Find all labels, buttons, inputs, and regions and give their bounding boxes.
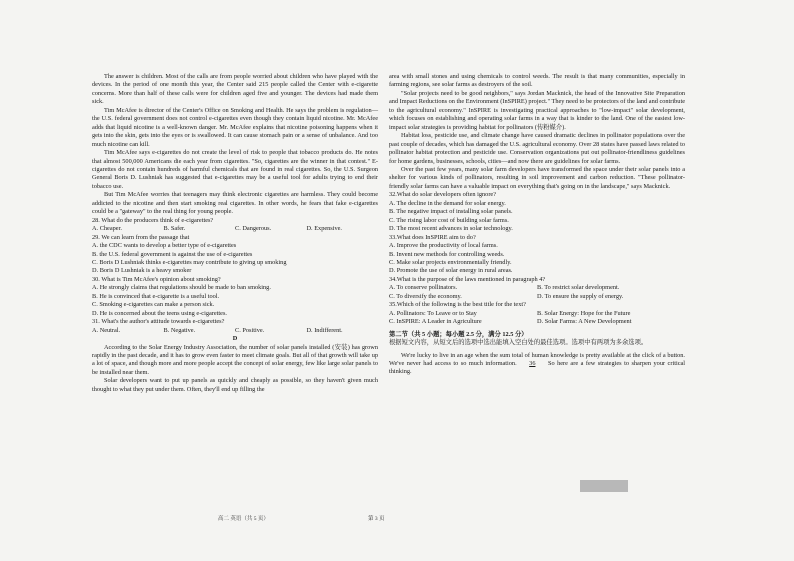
option: A. Pollinators: To Leave or to Stay [389, 309, 477, 317]
option: B. Invent new methods for controlling weeds. [389, 250, 505, 258]
option: C. Positive. [235, 326, 265, 334]
paragraph [389, 352, 685, 377]
paragraph: "Solar projects need to be good neighbors," says Jordan Macknick, the head of the Innovative Site Preparation and Impact Reductions on the Environment (InSPIRE) project." They need to be protectors of the land and contribute to the agricultural economy." InSPIRE is investigating practical approaches to "low-impact" solar development, which focuses on establishing and operating solar farms in a way that is kinder to the land. One of the easiest low-impact solar strategies is providing habitat for pollinators (传粉媒介). [389, 89, 685, 131]
option: D. To ensure the supply of energy. [537, 292, 624, 300]
option: C. To diversify the economy. [389, 292, 462, 300]
question-28-options [92, 225, 378, 233]
option: B. Negative. [163, 326, 196, 334]
question-34: 34.What is the purpose of the laws mentioned in paragraph 4? [389, 275, 546, 283]
option: B. To restrict solar development. [537, 284, 620, 292]
option: B. Solar Energy: Hope for the Future [537, 309, 631, 317]
right-column [389, 73, 685, 377]
redaction-box [580, 480, 628, 492]
option: C. Smoking e-cigarettes can make a person sick. [92, 301, 215, 309]
paragraph: According to the Solar Energy Industry Association, the number of solar panels installed (安装) has grown rapidly in the past decade, and it has to grow even faster to meet climate goals. But all of that growth will take up a lot of space, and though more and more people accept the concept of solar energy, few like large solar panels to be installed near them. [92, 343, 378, 376]
left-column [92, 73, 378, 394]
paragraph: But Tim McAfee worries that teenagers may think electronic cigarettes are harmless. They could become addicted to the nicotine and then start smoking real cigarettes. In other words, he fears that fake e-cigarettes could be a "gateway" to the real thing for young people. [92, 191, 378, 216]
option: C. Dangerous. [235, 225, 272, 233]
question-29: 29. We can learn from the passage that [92, 233, 190, 241]
question-35-options-row [389, 310, 685, 318]
option: D. He is concerned about the teens using e-cigarettes. [92, 309, 227, 317]
paragraph: The answer is children. Most of the calls are from people worried about children who have played with the devices. In the period of one month this year, the Center said 215 people called the Center with e-cigarette concerns. More than half of these calls were for children aged five and younger. The devices had made them sick. [92, 73, 378, 106]
footer-left: 高二 英语（共 5 页） [218, 516, 269, 522]
option: D. Boris D Lushniak is a heavy smoker [92, 267, 192, 275]
question-34-options-row [389, 284, 685, 292]
paragraph: Solar developers want to put up panels as quickly and cheaply as possible, so they haven't given much thought to what they put under them. Often, they'll end up filling the [92, 377, 378, 393]
footer-page-number: 第 3 页 [368, 516, 385, 522]
option: A. To conserve pollinators. [389, 284, 458, 292]
question-31-options [92, 327, 378, 335]
option: C. The rising labor cost of building solar farms. [389, 216, 509, 224]
option: D. Solar Farms: A New Development [537, 318, 632, 326]
option: C. Make solar projects environmentally friendly. [389, 258, 512, 266]
option: C. InSPIRE: A Leader in Agriculture [389, 318, 482, 326]
option: D. The most recent advances in solar technology. [389, 225, 513, 233]
question-35: 35.Which of the following is the best title for the text? [389, 301, 526, 309]
paragraph: area with small stones and using chemicals to control weeds. The result is that many communities, especially in farming regions, see solar farms as destroyers of the soil. [389, 73, 685, 89]
question-32: 32.What do solar developers often ignore? [389, 191, 497, 199]
section-heading: D [232, 335, 238, 343]
option: B. the U.S. federal government is against the use of e-cigarettes [92, 250, 253, 258]
answer-blank: 36 [529, 359, 536, 367]
question-34-options-row [389, 293, 685, 301]
option: D. Expensive. [306, 225, 342, 233]
question-35-options-row [389, 318, 685, 326]
option: D. Promote the use of solar energy in rural areas. [389, 267, 513, 275]
section-2-heading: 第二节（共 5 小题；每小题 2.5 分，满分 12.5 分） [389, 330, 528, 338]
option: A. Cheaper. [92, 225, 122, 233]
question-33: 33.What does InSPIRE aim to do? [389, 233, 476, 241]
option: A. the CDC wants to develop a better type of e-cigarettes [92, 242, 237, 250]
question-30: 30. What is Tim McAfee's opinion about smoking? [92, 275, 221, 283]
option: B. Safer. [163, 225, 186, 233]
question-31: 31. What's the author's attitude towards e-cigarettes? [92, 318, 225, 326]
section-2-instructions: 根据短文内容，从短文后的选项中选出能填入空白处的最佳选项。选项中有两项为多余选项。 [389, 339, 648, 347]
option: D. Indifferent. [306, 326, 343, 334]
question-28: 28. What do the producers think of e-cigarettes? [92, 216, 214, 224]
paragraph: Tim McAfee is director of the Center's Office on Smoking and Health. He says the problem is regulation— the U.S. federal government does not control e-cigarettes even though they contain liquid nicotine. Mr. McAfee adds that liquid nicotine is a well-known danger. Mr. McAfee explains that nicotine poisoning happens when it gets into the skin, gets into the eyes or is swallowed. It can cause stomach pain or a sense of unbalance. And too much nicotine can kill. [92, 106, 378, 148]
paragraph: Over the past few years, many solar farm developers have transformed the space under their solar panels into a shelter for various kinds of pollinators, resulting in soil improvement and carbon reduction. "These pollinator-friendly solar farms can have a valuable impact on everything that's going on in the landscape," says Macknick. [389, 165, 685, 190]
option: B. The negative impact of installing solar panels. [389, 208, 513, 216]
option: A. Neutral. [92, 326, 121, 334]
paragraph-text: So here are a few strategies to sharpen your critical thinking. [389, 359, 686, 376]
paragraph: Tim McAfee says e-cigarettes do not create the level of risk to people that tobacco products do. He notes that almost 500,000 Americans die each year from cigarettes. "So, cigarettes are the winner in that contest." E-cigarettes do not contain hundreds of harmful chemicals that are found in real cigarettes. So, the U.S. Surgeon General Boris D. Lushniak has suggested that e-cigarettes may be a useful tool for adults trying to end their tobacco use. [92, 149, 378, 190]
paragraph-text: We're lucky to live in an age when the sum total of human knowledge is pretty available at the click of a button. We've never had access to so much information. [389, 351, 685, 367]
paragraph: Habitat loss, pesticide use, and climate change have caused dramatic declines in pollinator populations over the past couple of decades, which has damaged the U.S. agricultural economy. Over 28 states have passed laws related to pollinator habitat protection and pesticide use. Conservation organizations put out pollinator-friendliness guidelines for home gardens, businesses, schools, cities—and now there are guidelines for solar farms. [389, 132, 685, 165]
option: B. He is convinced that e-cigarette is a useful tool. [92, 292, 220, 300]
option: A. He strongly claims that regulations should be made to ban smoking. [92, 284, 271, 292]
option: C. Boris D Lushniak thinks e-cigarettes may contribute to giving up smoking [92, 258, 287, 266]
option: A. Improve the productivity of local farms. [389, 242, 498, 250]
option: A. The decline in the demand for solar energy. [389, 199, 506, 207]
